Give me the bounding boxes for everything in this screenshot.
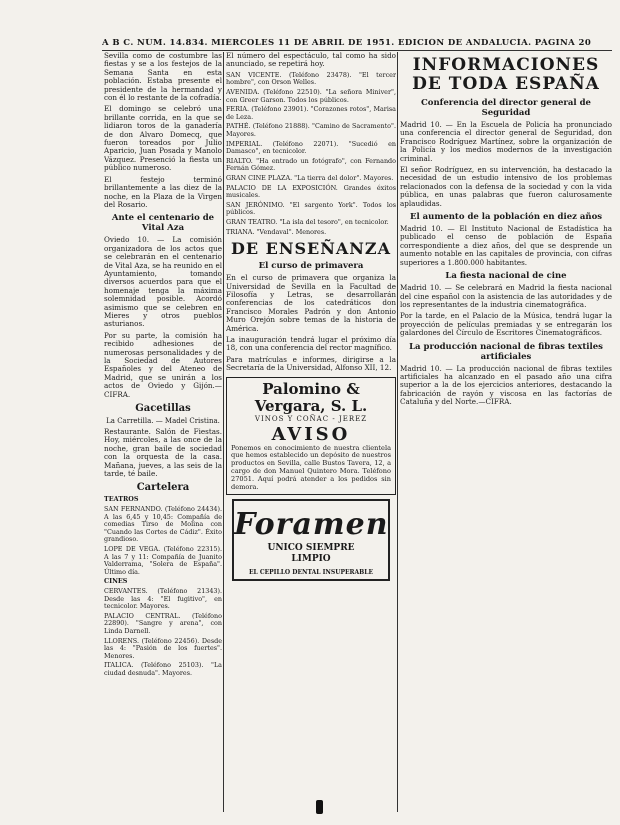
- page-header: A B C. NÚM. 14.834. MIÉRCOLES 11 DE ABRIL DE 1951. EDICIÓN DE ANDALUCÍA. PÁGINA 20: [102, 38, 592, 48]
- column-3: [400, 52, 612, 410]
- ad-footer: EL CEPILLO DENTAL INSUPERABLE: [248, 569, 374, 577]
- listing-row: LLORENS. (Teléfono 22456). Desde las 4: "Pasión de los fuertes". Menores.: [104, 636, 222, 660]
- ad-tagline: UNICO SIEMPRE: [267, 543, 355, 554]
- ad-title: AVISO: [271, 423, 351, 445]
- article-paragraph: Para matrículas e informes, dirigirse a la Secretaría de la Universidad, Alfonso XII, 12.: [226, 354, 396, 373]
- column-rule-1: [223, 52, 224, 812]
- article-paragraph: Sevilla como de costumbre las fiestas y se a los festejos de la Semana Santa en esta población. Estaba presente el presidente de la hermandad y con él lo restante de la cofradía.: [104, 52, 222, 103]
- section-heading-cartelera: Cartelera: [136, 482, 190, 494]
- article-heading: El curso de primavera: [258, 261, 364, 272]
- section-subheading: La Carretilla. — Madel Cristina.: [106, 417, 220, 426]
- listing-row: SAN JERÓNIMO. "El sargento York". Todos los públicos.: [226, 200, 396, 217]
- article-paragraph: En el curso de primavera que organiza la Universidad de Sevilla en la Facultad de Filosofía y Letras, se desarrollarán conferencias de los catedráticos don Francisco Morales Padrón y don Antonio Muro Orejón sobre temas de la historia de América.: [226, 273, 396, 333]
- listing-row: LOPE DE VEGA. (Teléfono 22315). A las 7 y 11: Compañía de Juanito Valderrama, "Solera de España". Último día.: [104, 545, 222, 576]
- listing-row: AVENIDA. (Teléfono 22510). "La señora Miniver", con Greer Garson. Todos los públicos.: [226, 88, 396, 104]
- article-heading: Conferencia del director general de Seguridad: [421, 98, 591, 118]
- section-heading-ensenanza: DE ENSEÑANZA: [231, 239, 391, 259]
- listing-row: ITALICA. (Teléfono 25103). "La ciudad desnuda". Mayores.: [104, 661, 222, 677]
- listings: [104, 496, 222, 677]
- article-paragraph: La inauguración tendrá lugar el próximo día 18, con una conferencia del rector magnífico.: [226, 334, 396, 353]
- article-heading: La fiesta nacional de cine: [445, 271, 567, 282]
- column-rule-2: [397, 52, 398, 812]
- article-paragraph: Madrid 10. — Se celebrará en Madrid la fiesta nacional del cine español con la asistencia de las autoridades y de los representantes de la industria cinematográfica.: [400, 283, 612, 309]
- article-heading: Ante el centenario de Vital Aza: [111, 213, 215, 234]
- article-paragraph: Madrid 10. — La producción nacional de fibras textiles artificiales ha alcanzado en el pasado año una cifra superior a la de los ejercicios anteriores, destacando la fabricación de rayón y viscosa en las factorías de Cataluña y del Norte.—CIFRA.: [400, 363, 612, 407]
- listing-row: GRAN CINE PLAZA. "La tierra del dolor". Mayores.: [226, 173, 394, 182]
- article-paragraph: Por su parte, la comisión ha recibido adhesiones de numerosas personalidades y de la Sociedad de Autores Españoles y del Ateneo de Madrid, que se unirán a los actos de Oviedo y Gijón.—CIFRA.: [104, 330, 222, 399]
- article-heading: El aumento de la población en diez años: [409, 212, 603, 223]
- article-paragraph: El señor Rodríguez, en su intervención, ha destacado la necesidad de un estudio intensivo de los problemas relacionados con la defensa de la sociedad y con la vida pública, en unas palabras que fueron calurosamente aplaudidas.: [400, 165, 612, 208]
- listing-row: PATHÉ. (Teléfono 21888). "Camino de Sacramento". Mayores.: [226, 122, 396, 138]
- listing-row: SAN FERNANDO. (Teléfono 24434). A las 6,45 y 10,45: Compañía de comedias Tirso de Molina con "Cuando las Cortes de Cádiz". Éxito grandioso.: [104, 505, 222, 544]
- article-paragraph: Madrid 10. — En la Escuela de Policía ha pronunciado una conferencia el director general de Seguridad, don Francisco Rodríguez Martínez, sobre la organización de la Policía y los medios modernos de la investigación criminal.: [400, 120, 612, 163]
- listing-row: CERVANTES. (Teléfono 21343). Desde las 4: "El fugitivo", en tecnicolor. Mayores.: [104, 587, 222, 611]
- ad-body: Ponemos en conocimiento de nuestra clientela que hemos establecido un depósito de nuestros productos en Sevilla, calle Bustos Tavera, 12, a cargo de don Manuel Quintero Mora. Teléfono 27051. Aquí podrá atender a los pedidos sin demora.: [231, 443, 391, 491]
- article-paragraph: El domingo se celebró una brillante corrida, en la que se lidiaron toros de la ganadería de don Alvaro Domecq, que fueron toreados por Julio Aparicio, Juan Posada y Manolo Vázquez. Presenció la fiesta un público numeroso.: [104, 104, 222, 173]
- column-1: [104, 52, 222, 681]
- section-heading-gacetillas: Gacetillas: [135, 403, 191, 415]
- listing-row: GRAN TEATRO. "La isla del tesoro", en tecnicolor.: [226, 217, 389, 226]
- listing-row: SAN VICENTE. (Teléfono 23478). "El tercer hombre", con Orson Welles.: [226, 70, 396, 87]
- listing-row: PALACIO CENTRAL. (Teléfono 22890). "Sangre y arena", con Linda Darnell.: [104, 611, 222, 635]
- article-paragraph: Por la tarde, en el Palacio de la Música, tendrá lugar la proyección de películas premiadas y se entregarán los galardones del Círculo de Escritores Cinematográficos.: [400, 311, 612, 338]
- listing-category: CINES: [104, 577, 128, 586]
- article-paragraph: Oviedo 10. — La comisión organizadora de los actos que se celebrarán en el centenario de Vital Aza, se ha reunido en el Ayuntamiento, tomando diversos acuerdos para que el homenaje tenga la máxima solemnidad posible. Acordó asimismo que se celebren en Mieres y otros pueblos asturianos.: [104, 235, 222, 329]
- listing-row: PALACIO DE LA EXPOSICIÓN. Grandes éxitos musicales.: [226, 183, 396, 200]
- ad-tagline: LIMPIO: [291, 554, 331, 565]
- header-rule: [102, 50, 612, 51]
- listing-row: TRIANA. "Vendaval". Menores.: [226, 227, 327, 236]
- article-paragraph: Madrid 10. — El Instituto Nacional de Estadística ha publicado el censo de población de España correspondiente a diez años, del que se desprende un aumento notable en las capitales de provincia, con cifras superiores a 1.800.000 habitantes.: [400, 224, 612, 267]
- column-2: [226, 52, 396, 585]
- section-title: INFORMACIONES DE TODA ESPAÑA: [412, 55, 600, 94]
- article-paragraph: Restaurante. Salón de Fiestas. Hoy, miércoles, a las once de la noche, gran baile de sociedad con la orquesta de la casa. Mañana, jueves, a las seis de la tarde, té baile.: [104, 427, 222, 479]
- advertisement-foramen: [232, 499, 390, 581]
- ad-firm-name: Palomino & Vergara, S. L.: [254, 379, 368, 415]
- listing-row: IMPERIAL. (Teléfono 22071). "Sucedió en Damasco", en tecnicolor.: [226, 139, 396, 156]
- ad-firm-tagline: VINOS Y COÑAC - JEREZ: [254, 414, 368, 423]
- listing-row: FERIA. (Teléfono 23901). "Corazones rotos", Marisa de Leza.: [226, 105, 396, 121]
- brand-logo: Foramen: [234, 507, 389, 543]
- article-paragraph: El festejo terminó brillantemente a las diez de la noche, en la Plaza de la Virgen del Rosario.: [104, 174, 222, 209]
- listing-category: TEATROS: [104, 495, 139, 504]
- article-paragraph: El número del espectáculo, tal como ha sido anunciado, se repetirá hoy.: [226, 52, 396, 69]
- listings: [226, 72, 396, 236]
- listing-row: RIALTO. "Ha entrado un fotógrafo", con Fernando Fernán Gómez.: [226, 156, 396, 173]
- article-heading: La producción nacional de fibras textiles artificiales: [409, 341, 603, 362]
- advertisement-palomino: [226, 377, 396, 496]
- ink-blot: [316, 800, 323, 814]
